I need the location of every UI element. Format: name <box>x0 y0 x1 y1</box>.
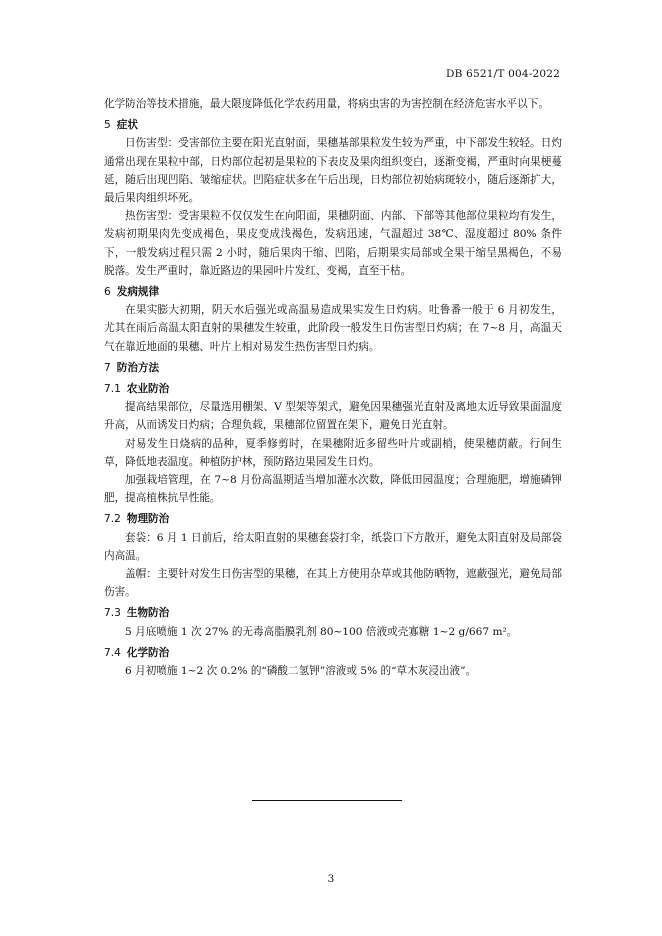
section-number: 5 <box>104 119 111 132</box>
section-7-2-heading <box>104 510 562 528</box>
standard-number: DB 6521/T 004-2022 <box>446 68 560 80</box>
end-rule <box>252 800 402 801</box>
section-title: 症状 <box>116 119 138 132</box>
section-title: 农业防治 <box>126 383 170 396</box>
document-body <box>104 95 562 680</box>
physical-control-paragraph-2: 盖帽：主要针对发生日伤害型的果穗，在其上方使用杂草或其他防晒物，遮蔽强光，避免局部伤害。 <box>104 568 562 599</box>
section-7-4-heading <box>104 644 562 662</box>
section-number: 7.3 <box>104 607 121 620</box>
section-7-heading <box>104 359 562 377</box>
section-number: 7.4 <box>104 646 121 659</box>
section-5-heading <box>104 116 562 134</box>
page-number: 3 <box>327 873 335 885</box>
agri-control-paragraph-3: 加强栽培管理，在 7~8 月份高温期适当增加灌水次数，降低田园温度；合理施肥，增施磷钾肥，提高植株抗旱性能。 <box>104 474 562 505</box>
chem-control-paragraph: 6 月初喷施 1~2 次 0.2% 的“磷酸二氢钾”溶液或 5% 的“草木灰浸出液”。 <box>125 665 477 678</box>
symptom-sunburn-paragraph: 日伤害型：受害部位主要在阳光直射面，果穗基部果粒发生较为严重，中下部发生较轻。日灼通常出现在果粒中部，日灼部位起初是果粒的下表皮及果肉组织变白，逐渐变褐，严重时向果梗蔓延，随后出现凹陷、皱缩症状。凹陷症状多在午后出现，日灼部位初始病斑较小，随后逐渐扩大，最后果肉组织坏死。 <box>104 137 562 205</box>
section-number: 6 <box>104 286 111 299</box>
section-7-1-heading <box>104 380 562 398</box>
section-title: 生物防治 <box>126 607 170 620</box>
occurrence-paragraph: 在果实膨大初期，阴天水后强光或高温易造成果实发生日灼病。吐鲁番一般于 6 月初发生，尤其在雨后高温太阳直射的果穗发生较重，此阶段一般发生日伤害型日灼病；在 7~8 月，高温天气在靠近地面的果穗、叶片上相对易发生热伤害型日灼病。 <box>104 304 562 353</box>
section-title: 防治方法 <box>116 361 160 374</box>
section-number: 7.2 <box>104 513 121 526</box>
section-number: 7.1 <box>104 383 121 396</box>
section-7-3-heading <box>104 604 562 622</box>
agri-control-paragraph-2: 对易发生日烧病的品种，夏季修剪时，在果穗附近多留些叶片或副梢，使果穗荫蔽。行间生草，降低地表温度。种植防护林，预防路边果园发生日灼。 <box>104 437 562 468</box>
physical-control-paragraph-1: 套袋：6 月 1 日前后，给太阳直射的果穗套袋打伞，纸袋口下方散开，避免太阳直射及局部袋内高温。 <box>104 531 562 562</box>
symptom-heat-paragraph: 热伤害型：受害果粒不仅仅发生在向阳面，果穗阴面、内部、下部等其他部位果粒均有发生，发病初期果肉先变成褐色，果皮变成浅褐色，发病迅速，气温超过 38℃、湿度超过 80% 条件下，一般发病过程只需 2 小时，随后果肉干缩、凹陷，后期果实局部或全果干缩呈黑褐色，不易脱落。发生严重时，靠近路边的果园叶片发红、变褐，直至干枯。 <box>104 210 562 277</box>
section-title: 物理防治 <box>126 513 170 526</box>
section-title: 化学防治 <box>126 646 170 659</box>
section-number: 7 <box>104 361 111 374</box>
bio-control-paragraph: 5 月底喷施 1 次 27% 的无毒高脂膜乳剂 80~100 倍液或壳寡糖 1~2 g/667 m²。 <box>125 625 518 638</box>
section-6-heading <box>104 283 562 301</box>
section-title: 发病规律 <box>116 286 160 299</box>
agri-control-paragraph-1: 提高结果部位，尽量选用棚架、V 型架等架式，避免因果穗强光直射及离地太近导致果面温度升高，从而诱发日灼病；合理负载，果穗部位留置在架下，避免日光直射。 <box>104 401 562 432</box>
continuation-paragraph: 化学防治等技术措施，最大限度降低化学农药用量，将病虫害的为害控制在经济危害水平以下。 <box>104 98 549 110</box>
